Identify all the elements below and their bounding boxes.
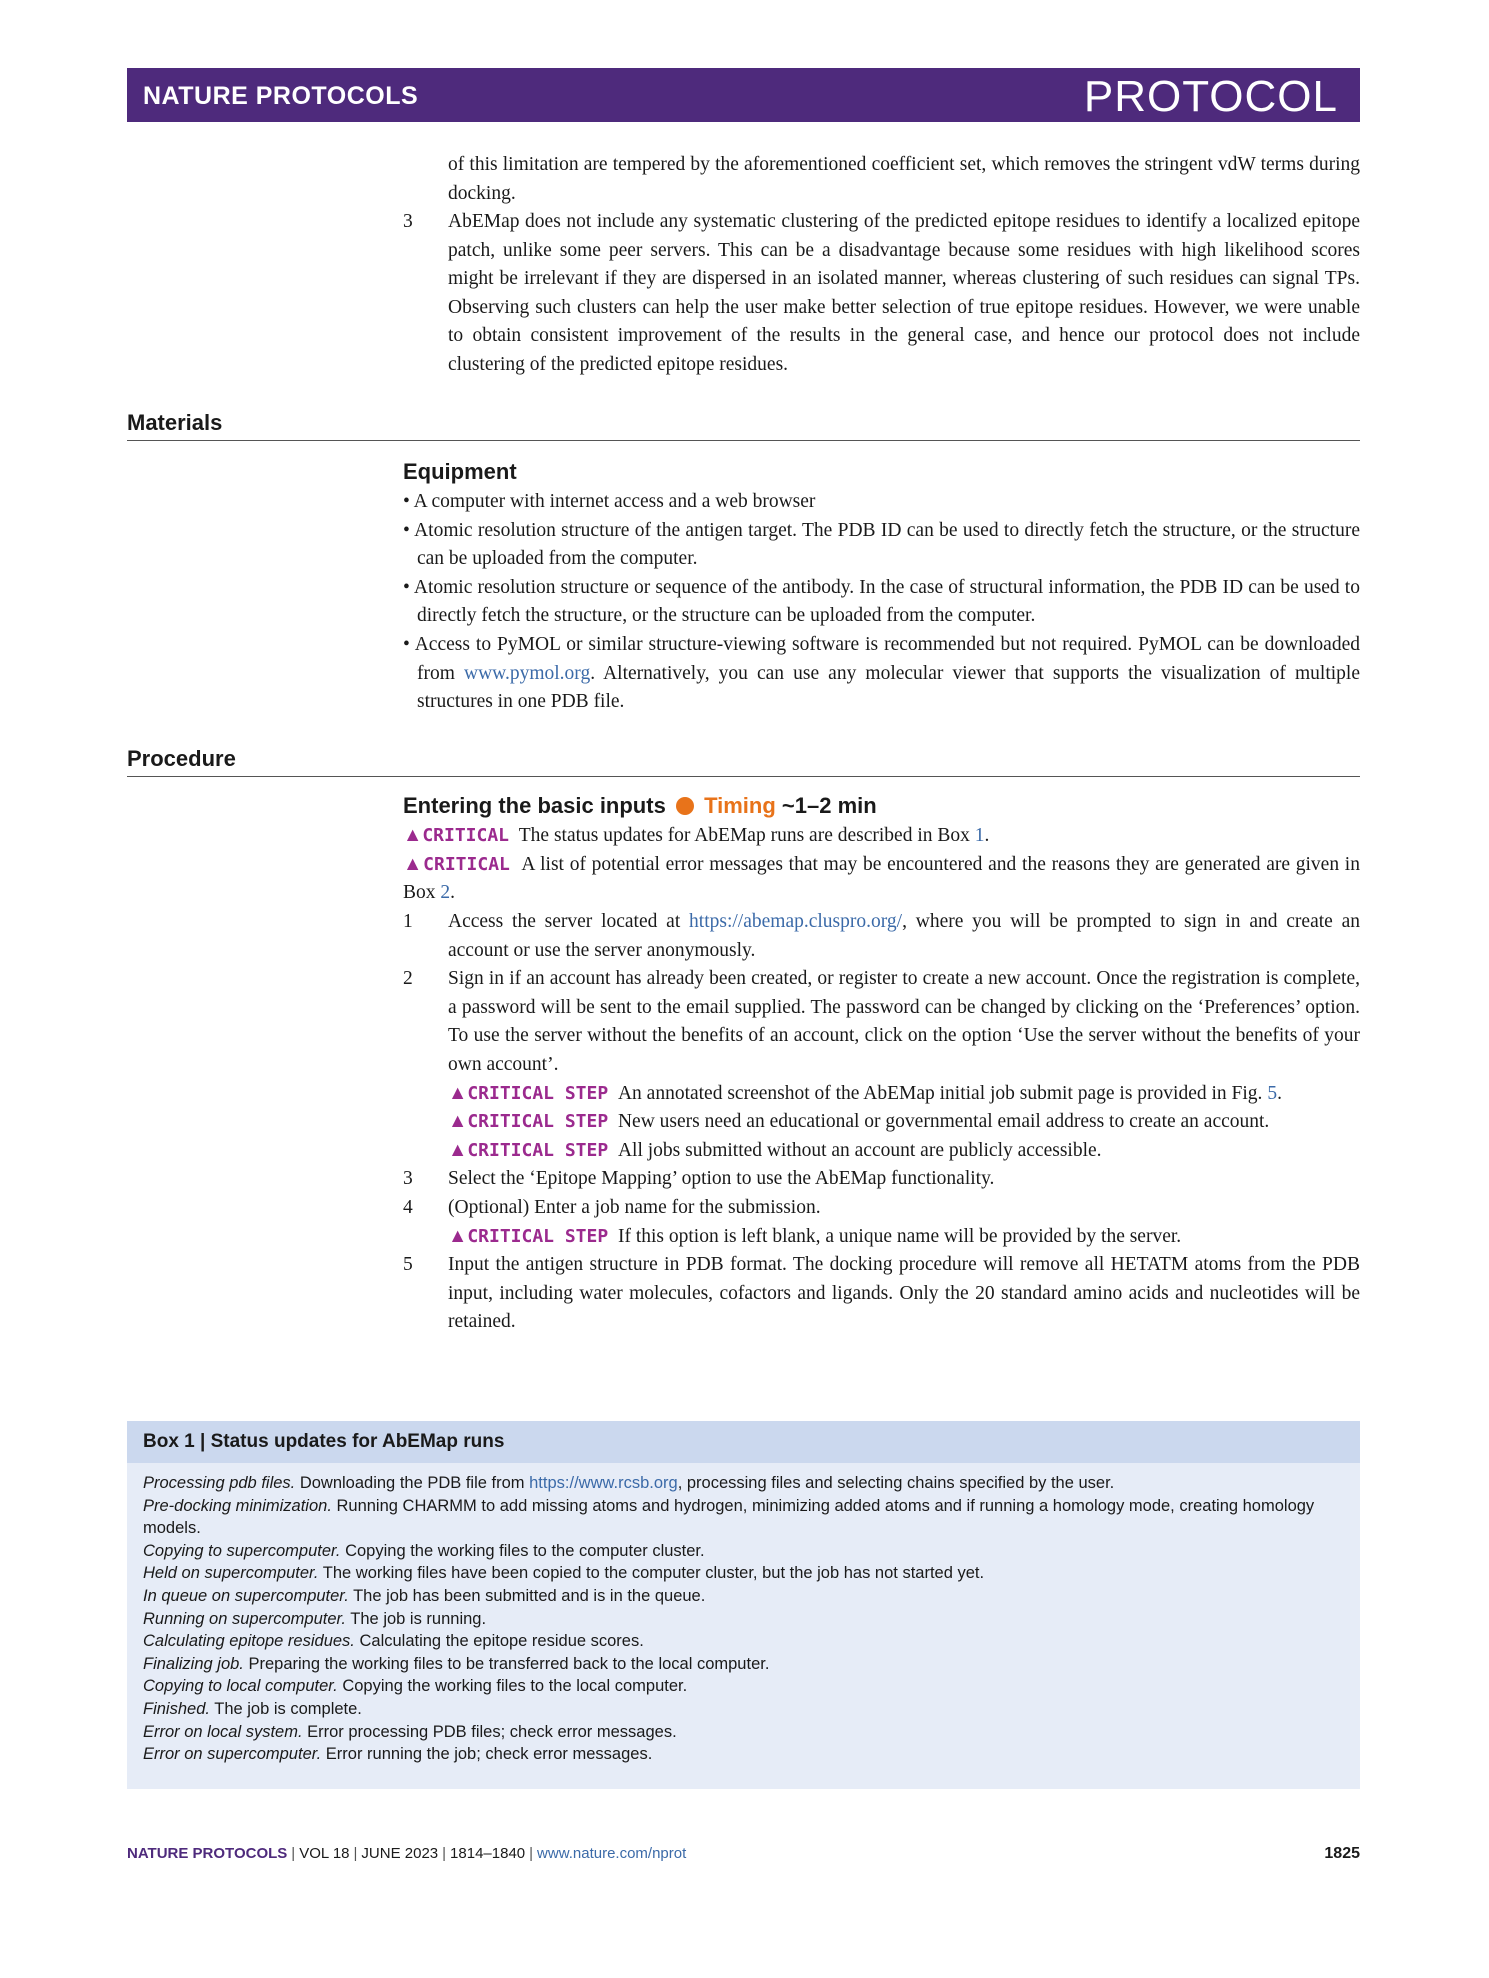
timing-dot-icon xyxy=(676,797,694,815)
status-entry: Copying to local computer. Copying the working files to the local computer. xyxy=(143,1677,688,1696)
status-entry: Copying to supercomputer. Copying the working files to the computer cluster. xyxy=(143,1541,705,1560)
section-divider xyxy=(127,776,1360,777)
critical-notes xyxy=(403,822,1360,908)
pymol-link[interactable]: www.pymol.org xyxy=(463,662,591,684)
status-entry: Finished. The job is complete. xyxy=(143,1699,362,1718)
abemap-server-link[interactable]: https://abemap.cluspro.org/ xyxy=(689,911,903,932)
status-entry: Processing pdb files. Downloading the PDB file from https://www.rcsb.org, processing files and selecting chains specified by the user. xyxy=(143,1474,1115,1492)
list-item: • Atomic resolution structure of the antigen target. The PDB ID can be used to directly fetch the structure, or the structure can be uploaded from the computer. xyxy=(403,519,1360,570)
rcsb-link[interactable]: https://www.rcsb.org xyxy=(529,1474,678,1492)
section-divider xyxy=(127,440,1360,441)
step-number: 5 xyxy=(403,1254,413,1276)
box-2-link[interactable]: 2 xyxy=(440,882,451,904)
equipment-list xyxy=(403,488,1360,717)
warning-triangle-icon: ▲ xyxy=(448,1139,468,1161)
step-1: 1 Access the server located at https://abemap.cluspro.org/, where you will be prompted to sign in and create an account or use the server anonymously. xyxy=(403,908,1360,965)
materials-heading: Materials xyxy=(127,410,223,435)
status-entry: Finalizing job. Preparing the working files to be transferred back to the local computer. xyxy=(143,1654,770,1673)
step-4: 4 (Optional) Enter a job name for the submission. ▲CRITICAL STEP If this option is left blank, a unique name will be provided by the server. xyxy=(403,1194,1360,1251)
status-entry: Pre-docking minimization. Running CHARMM to add missing atoms and hydrogen, minimizing added atoms and if running a homology mode, creating homology models. xyxy=(143,1496,1315,1538)
limitation-continued-paragraph: of this limitation are tempered by the aforementioned coefficient set, which removes the stringent vdW terms during docking. xyxy=(448,154,1360,204)
footer-journal: NATURE PROTOCOLS xyxy=(127,1845,288,1862)
step-2: 2 Sign in if an account has already been created, or register to create a new account. Once the registration is complete, a password will be sent to the email supplied. The password can be changed by clicking on the ‘Preferences’ option. To use the server without the benefits of an account, click on the option ‘Use the server without the benefits of your own account’. ▲CRITICAL STEP An annotated screenshot of the AbEMap initial job submit page is provided in Fig. 5. ▲CRITICAL STEP New users need an educational or governmental email address to create an account. ▲CRITICAL STEP All jobs submitted without an account are publicly accessible. xyxy=(403,965,1360,1165)
footer-volume: VOL 18 xyxy=(299,1845,350,1862)
list-item: • Atomic resolution structure or sequence of the antibody. In the case of structural information, the PDB ID can be used to directly fetch the structure, or the structure can be uploaded from the computer. xyxy=(403,576,1360,627)
step-number: 1 xyxy=(403,911,413,932)
warning-triangle-icon: ▲ xyxy=(403,853,424,875)
status-entry: Running on supercomputer. The job is running. xyxy=(143,1609,487,1628)
limitation-item-3 xyxy=(403,208,1360,380)
warning-triangle-icon: ▲ xyxy=(448,1082,468,1104)
footer-url-link[interactable]: www.nature.com/nprot xyxy=(537,1845,687,1862)
step-number: 3 xyxy=(403,1168,413,1190)
critical-note: ▲CRITICAL The status updates for AbEMap runs are described in Box 1. xyxy=(403,825,990,846)
step-number: 2 xyxy=(403,968,413,990)
footer-date: JUNE 2023 xyxy=(361,1845,439,1862)
list-item: • Access to PyMOL or similar structure-viewing software is recommended but not required. PyMOL can be downloaded from www.pymol.org. Alternatively, you can use any molecular viewer that supports the visualization of multiple structures in one PDB file. xyxy=(403,633,1360,713)
box-title: Box 1 | Status updates for AbEMap runs xyxy=(143,1431,505,1452)
box-header xyxy=(127,1421,1360,1463)
status-entry: Held on supercomputer. The working files have been copied to the computer cluster, but the job has not started yet. xyxy=(143,1564,985,1583)
equipment-heading: Equipment xyxy=(403,459,517,484)
page-footer: NATURE PROTOCOLS | VOL 18 | JUNE 2023 | 1814–1840 | www.nature.com/nprot 1825 xyxy=(127,1845,1360,1862)
item-text: AbEMap does not include any systematic clustering of the predicted epitope residues to identify a localized epitope patch, unlike some peer servers. This can be a disadvantage because some residues with high likelihood scores might be irrelevant if they are dispersed in an isolated manner, whereas clustering of such residues can signal TPs. Observing such clusters can help the user make better selection of true epitope residues. However, we were unable to obtain consistent improvement of the results in the general case, and hence our protocol does not include clustering of the predicted epitope residues. xyxy=(448,211,1360,375)
box-body xyxy=(143,1472,1348,1766)
status-entry: Calculating epitope residues. Calculating the epitope residue scores. xyxy=(143,1632,644,1651)
list-item: • A computer with internet access and a web browser xyxy=(403,491,816,512)
critical-step-note: ▲CRITICAL STEP All jobs submitted without an account are publicly accessible. xyxy=(448,1139,1102,1161)
warning-triangle-icon: ▲ xyxy=(448,1225,468,1247)
warning-triangle-icon: ▲ xyxy=(403,825,423,846)
box-1 xyxy=(127,1421,1360,1789)
article-type-label: PROTOCOL xyxy=(1083,72,1338,121)
figure-5-link[interactable]: 5 xyxy=(1267,1082,1278,1104)
status-entry: Error on local system. Error processing PDB files; check error messages. xyxy=(143,1722,677,1741)
status-entry: Error on supercomputer. Error running the job; check error messages. xyxy=(143,1745,653,1764)
timing-value: ~1–2 min xyxy=(781,793,877,818)
step-number: 4 xyxy=(403,1196,413,1218)
warning-triangle-icon: ▲ xyxy=(448,1111,468,1133)
footer-pages: 1814–1840 xyxy=(450,1845,526,1862)
critical-step-note: ▲CRITICAL STEP An annotated screenshot of the AbEMap initial job submit page is provided in Fig. 5. xyxy=(448,1082,1282,1104)
procedure-subheading: Entering the basic inputs Timing ~1–2 min xyxy=(403,793,877,818)
journal-header-bar xyxy=(127,68,1360,122)
page-number: 1825 xyxy=(1324,1845,1360,1862)
critical-step-note: ▲CRITICAL STEP New users need an educational or governmental email address to create an account. xyxy=(448,1111,1270,1133)
critical-step-note: ▲CRITICAL STEP If this option is left blank, a unique name will be provided by the server. xyxy=(448,1225,1182,1247)
status-entry: In queue on supercomputer. The job has been submitted and is in the queue. xyxy=(143,1586,706,1605)
box-1-link[interactable]: 1 xyxy=(974,825,985,846)
procedure-heading: Procedure xyxy=(127,746,236,771)
procedure-steps xyxy=(403,908,1360,1337)
item-number: 3 xyxy=(403,211,413,232)
step-3: 3 Select the ‘Epitope Mapping’ option to use the AbEMap functionality. xyxy=(403,1165,1360,1194)
step-5: 5 Input the antigen structure in PDB format. The docking procedure will remove all HETATM atoms from the PDB input, including water molecules, cofactors and ligands. Only the 20 standard amino acids and nucleotides will be retained. xyxy=(403,1251,1360,1337)
journal-name: NATURE PROTOCOLS xyxy=(143,82,419,110)
critical-note: ▲CRITICAL A list of potential error messages that may be encountered and the reasons they are generated are given in Box 2. xyxy=(403,853,1360,904)
timing-label: Timing xyxy=(704,793,776,818)
